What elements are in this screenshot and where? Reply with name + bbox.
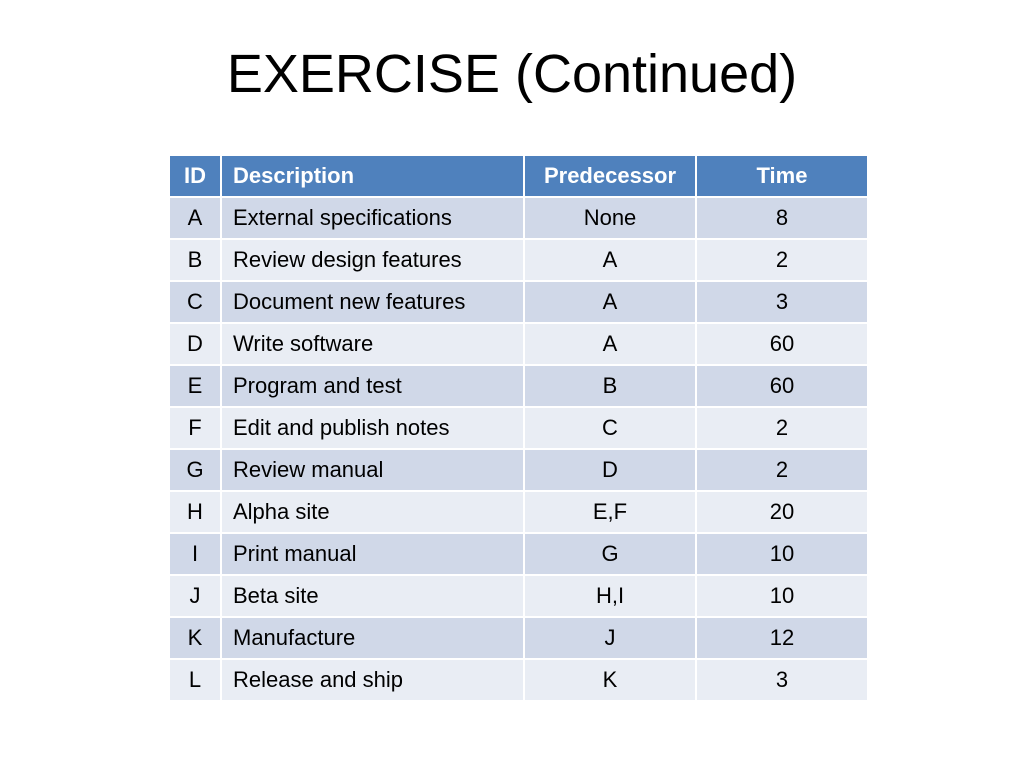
cell-description: Review design features (222, 240, 525, 282)
table-row (170, 240, 867, 282)
cell-id: F (170, 408, 222, 450)
cell-predecessor: A (525, 240, 697, 282)
cell-predecessor: C (525, 408, 697, 450)
cell-time: 2 (697, 450, 867, 492)
cell-predecessor: H,I (525, 576, 697, 618)
table-row (170, 408, 867, 450)
header-time: Time (697, 156, 867, 198)
cell-time: 60 (697, 324, 867, 366)
cell-description: Release and ship (222, 660, 525, 702)
table-header (170, 156, 867, 198)
cell-description: Beta site (222, 576, 525, 618)
header-row (170, 156, 867, 198)
cell-id: L (170, 660, 222, 702)
header-description: Description (222, 156, 525, 198)
cell-predecessor: A (525, 282, 697, 324)
cell-predecessor: None (525, 198, 697, 240)
cell-id: E (170, 366, 222, 408)
table-row (170, 198, 867, 240)
table-row (170, 618, 867, 660)
header-id: ID (170, 156, 222, 198)
cell-predecessor: J (525, 618, 697, 660)
cell-description: Manufacture (222, 618, 525, 660)
cell-time: 3 (697, 282, 867, 324)
cell-description: Program and test (222, 366, 525, 408)
cell-time: 20 (697, 492, 867, 534)
cell-id: G (170, 450, 222, 492)
table-row (170, 492, 867, 534)
table-row (170, 534, 867, 576)
cell-id: H (170, 492, 222, 534)
cell-description: Edit and publish notes (222, 408, 525, 450)
cell-predecessor: B (525, 366, 697, 408)
table-body (170, 198, 867, 702)
cell-time: 8 (697, 198, 867, 240)
cell-time: 10 (697, 576, 867, 618)
table-row (170, 660, 867, 702)
cell-time: 12 (697, 618, 867, 660)
cell-description: Review manual (222, 450, 525, 492)
table-row (170, 324, 867, 366)
cell-time: 3 (697, 660, 867, 702)
cell-description: Write software (222, 324, 525, 366)
cell-predecessor: K (525, 660, 697, 702)
cell-id: B (170, 240, 222, 282)
cell-time: 60 (697, 366, 867, 408)
cell-time: 2 (697, 408, 867, 450)
cell-id: K (170, 618, 222, 660)
cell-description: Print manual (222, 534, 525, 576)
table-row (170, 450, 867, 492)
cell-description: Document new features (222, 282, 525, 324)
cell-predecessor: E,F (525, 492, 697, 534)
cell-id: J (170, 576, 222, 618)
slide-title: EXERCISE (Continued) (226, 44, 798, 104)
activity-table (170, 156, 867, 702)
table-row (170, 576, 867, 618)
cell-id: I (170, 534, 222, 576)
cell-id: C (170, 282, 222, 324)
cell-id: D (170, 324, 222, 366)
table-row (170, 282, 867, 324)
table-row (170, 366, 867, 408)
cell-time: 2 (697, 240, 867, 282)
cell-predecessor: A (525, 324, 697, 366)
cell-description: Alpha site (222, 492, 525, 534)
cell-id: A (170, 198, 222, 240)
header-predecessor: Predecessor (525, 156, 697, 198)
cell-time: 10 (697, 534, 867, 576)
cell-predecessor: G (525, 534, 697, 576)
cell-description: External specifications (222, 198, 525, 240)
cell-predecessor: D (525, 450, 697, 492)
